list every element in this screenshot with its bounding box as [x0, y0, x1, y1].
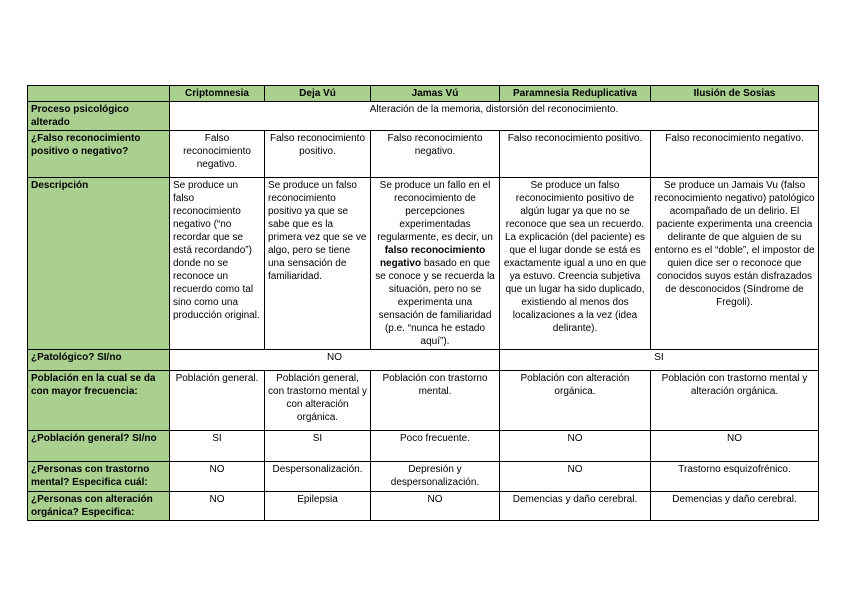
organica-cell-paramnesia: Demencias y daño cerebral. — [500, 492, 651, 521]
row-label-descripcion: Descripción — [28, 178, 170, 350]
patologico-no-cell: NO — [170, 350, 500, 371]
poblacion-cell-ilusion-sosias: Población con trastorno mental y alteración orgánica. — [651, 371, 819, 431]
corner-cell — [28, 86, 170, 102]
patologico-si-cell: SI — [500, 350, 819, 371]
falso-cell-deja-vu: Falso reconocimiento positivo. — [265, 131, 371, 178]
general-cell-criptomnesia: SI — [170, 431, 265, 462]
row-label-proceso: Proceso psicológico alterado — [28, 102, 170, 131]
descripcion-jamas-vu-bold: falso reconocimiento negativo — [379, 245, 486, 269]
row-mental — [28, 462, 819, 492]
general-cell-ilusion-sosias: NO — [651, 431, 819, 462]
poblacion-cell-jamas-vu: Población con trastorno mental. — [371, 371, 500, 431]
column-header-paramnesia: Paramnesia Reduplicativa — [500, 86, 651, 102]
row-label-poblacion: Población en la cual se da con mayor frecuencia: — [28, 371, 170, 431]
descripcion-cell-paramnesia: Se produce un falso reconocimiento positivo de algún lugar ya que no se reconoce que sea un recuerdo. La explicación (del paciente) es que el lugar donde se está es exactamente igual a uno en que ya estuvo. Creencia subjetiva que un lugar ha sido duplicado, existiendo al menos dos localizaciones a la vez (idea delirante). — [500, 178, 651, 350]
row-descripcion — [28, 178, 819, 350]
column-header-ilusion-sosias: Ilusión de Sosias — [651, 86, 819, 102]
poblacion-cell-criptomnesia: Población general. — [170, 371, 265, 431]
general-cell-deja-vu: SI — [265, 431, 371, 462]
organica-cell-ilusion-sosias: Demencias y daño cerebral. — [651, 492, 819, 521]
falso-cell-ilusion-sosias: Falso reconocimiento negativo. — [651, 131, 819, 178]
mental-cell-deja-vu: Despersonalización. — [265, 462, 371, 492]
row-patologico — [28, 350, 819, 371]
column-header-deja-vu: Deja Vú — [265, 86, 371, 102]
organica-cell-deja-vu: Epilepsia — [265, 492, 371, 521]
general-cell-jamas-vu: Poco frecuente. — [371, 431, 500, 462]
column-header-criptomnesia: Criptomnesia — [170, 86, 265, 102]
descripcion-cell-deja-vu: Se produce un falso reconocimiento positivo ya que se sabe que es la primera vez que se ve algo, pero se tiene una sensación de familiaridad. — [265, 178, 371, 350]
row-label-general: ¿Población general? SI/no — [28, 431, 170, 462]
proceso-merged-cell: Alteración de la memoria, distorsión del reconocimiento. — [170, 102, 819, 131]
falso-cell-jamas-vu: Falso reconocimiento negativo. — [371, 131, 500, 178]
column-header-jamas-vu: Jamas Vú — [371, 86, 500, 102]
poblacion-cell-paramnesia: Población con alteración orgánica. — [500, 371, 651, 431]
row-label-mental: ¿Personas con trastorno mental? Especifica cuál: — [28, 462, 170, 492]
row-label-organica: ¿Personas con alteración orgánica? Especifica: — [28, 492, 170, 521]
falso-cell-criptomnesia: Falso reconocimiento negativo. — [170, 131, 265, 178]
descripcion-jamas-vu-rest: basado en que se conoce y se recuerda la situación, pero no se experimenta una sensación de familiaridad (p.e. “nunca he estado aquí”). — [375, 258, 495, 347]
poblacion-cell-deja-vu: Población general, con trastorno mental y con alteración orgánica. — [265, 371, 371, 431]
row-proceso — [28, 102, 819, 131]
row-falso — [28, 131, 819, 178]
general-cell-paramnesia: NO — [500, 431, 651, 462]
row-organica — [28, 492, 819, 521]
organica-cell-criptomnesia: NO — [170, 492, 265, 521]
mental-cell-ilusion-sosias: Trastorno esquizofrénico. — [651, 462, 819, 492]
organica-cell-jamas-vu: NO — [371, 492, 500, 521]
comparison-table — [27, 85, 819, 521]
row-poblacion — [28, 371, 819, 431]
mental-cell-paramnesia: NO — [500, 462, 651, 492]
descripcion-cell-jamas-vu — [371, 178, 500, 350]
mental-cell-criptomnesia: NO — [170, 462, 265, 492]
row-label-patologico: ¿Patológico? SI/no — [28, 350, 170, 371]
header-row — [28, 86, 819, 102]
falso-cell-paramnesia: Falso reconocimiento positivo. — [500, 131, 651, 178]
row-label-falso: ¿Falso reconocimiento positivo o negativo? — [28, 131, 170, 178]
descripcion-cell-criptomnesia: Se produce un falso reconocimiento negativo (“no recordar que se está recordando”) donde no se reconoce un recuerdo como tal sino como una producción original. — [170, 178, 265, 350]
mental-cell-jamas-vu: Depresión y despersonalización. — [371, 462, 500, 492]
descripcion-jamas-vu-intro: Se produce un fallo en el reconocimiento de percepciones experimentadas regularmente, es decir, un — [377, 180, 493, 243]
row-general — [28, 431, 819, 462]
descripcion-cell-ilusion-sosias: Se produce un Jamais Vu (falso reconocimiento negativo) patológico acompañado de un delirio. El paciente experimenta una creencia delirante de que alguien de su entorno es el “doble”, el impostor de quien dice ser o reconoce que conocidos suyos están disfrazados de desconocidos (Síndrome de Fregoli). — [651, 178, 819, 350]
